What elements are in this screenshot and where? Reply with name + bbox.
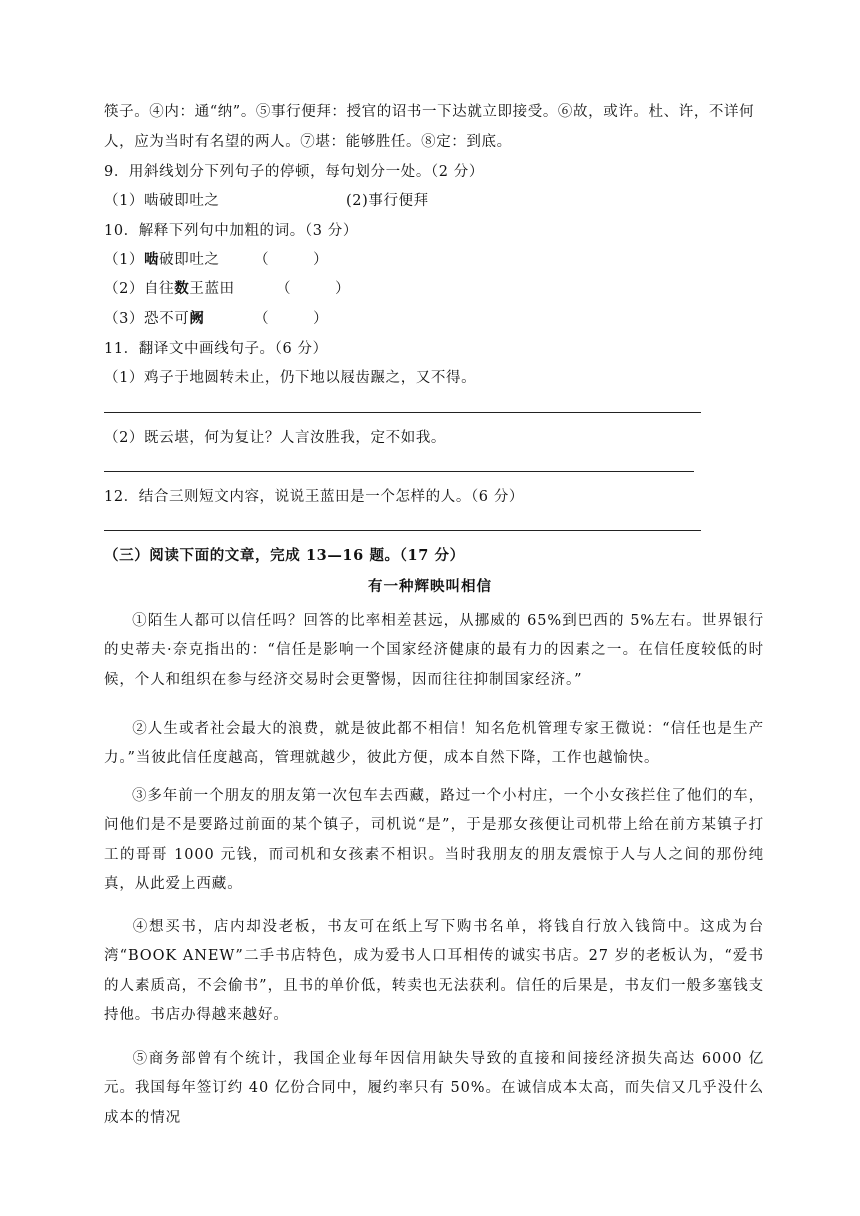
article-paragraph-2: ②人生或者社会最大的浪费，就是彼此都不相信！知名危机管理专家王微说：“信任也是生产力。”当彼此信任度越高，管理就越少，彼此方便，成本自然下降，工作也越愉快。 [104, 721, 764, 767]
article-paragraph-4: ④想买书，店内却没老板，书友可在纸上写下购书名单，将钱自行放入钱筒中。这成为台湾“BOOK ANEW”二手书店特色，成为爱书人口耳相传的诚实书店。27 岁的老板认为，“爱书的人素质高，不会偷书”，且书的单价低，转卖也无法获利。信任的后果是，书友们一般多塞钱支持他。书店办得越来越好。 [104, 919, 764, 1024]
annotation-line-2: 人，应为当时有名望的两人。⑦堪：能够胜任。⑧定：到底。 [104, 134, 512, 150]
bold-word: 阙 [189, 310, 205, 327]
question-10-item-2: （2）自往数王蓝田 （ ） [104, 280, 351, 297]
question-11-stem: 11．翻译文中画线句子。（6 分） [104, 341, 328, 357]
answer-line[interactable] [104, 471, 694, 472]
answer-line[interactable] [104, 530, 701, 531]
question-9-item-1: （1）啮破即吐之 [104, 193, 220, 209]
question-11-item-1: （1）鸡子于地圆转未止，仍下地以屐齿蹍之，又不得。 [104, 370, 477, 386]
bold-word: 啮 [144, 251, 160, 268]
question-10-item-1: （1）啮破即吐之 （ ） [104, 251, 329, 268]
article-paragraph-1: ①陌生人都可以信任吗？回答的比率相差甚远，从挪威的 65%到巴西的 5%左右。世界银行的史蒂夫·奈克指出的：“信任是影响一个国家经济健康的最有力的因素之一。在信任度较低的时候，个人和组织在参与经济交易时会更警惕，因而往往抑制国家经济。” [104, 613, 764, 688]
question-9-items [104, 191, 764, 211]
question-12-stem: 12．结合三则短文内容，说说王蓝田是一个怎样的人。（6 分） [104, 489, 525, 505]
bold-word: 数 [174, 280, 190, 297]
article-paragraph-5: ⑤商务部曾有个统计，我国企业每年因信用缺失导致的直接和间接经济损失高达 6000 亿元。我国每年签订约 40 亿份合同中，履约率只有 50%。在诚信成本太高，而失信又几乎没什么成本的情况 [104, 1051, 764, 1126]
question-9-item-2: (2)事行便拜 [346, 193, 429, 209]
question-9-stem: 9．用斜线划分下列句子的停顿，每句划分一处。（2 分） [104, 164, 485, 180]
question-10-stem: 10．解释下列句中加粗的词。（3 分） [104, 223, 358, 239]
answer-line[interactable] [104, 412, 701, 413]
article-title: 有一种辉映叫相信 [368, 578, 492, 595]
question-11-item-2: （2）既云堪，何为复让？人言汝胜我，定不如我。 [104, 430, 447, 446]
question-10-item-3: （3）恐不可阙 （ ） [104, 310, 329, 327]
annotation-line-1: 筷子。④内：通“纳”。⑤事行便拜：授官的诏书一下达就立即接受。⑥故，或许。杜、许，不详何 [104, 104, 755, 120]
article-paragraph-3: ③多年前一个朋友的朋友第一次包车去西藏，路过一个小村庄，一个小女孩拦住了他们的车，问他们是不是要路过前面的某个镇子，司机说“是”，于是那女孩便让司机带上给在前方某镇子打工的哥哥 1000 元钱，而司机和女孩素不相识。当时我朋友的朋友震惊于人与人之间的那份纯真，从此爱上西藏。 [104, 788, 764, 893]
section-3-heading: （三）阅读下面的文章，完成 13—16 题。（17 分） [104, 547, 465, 564]
